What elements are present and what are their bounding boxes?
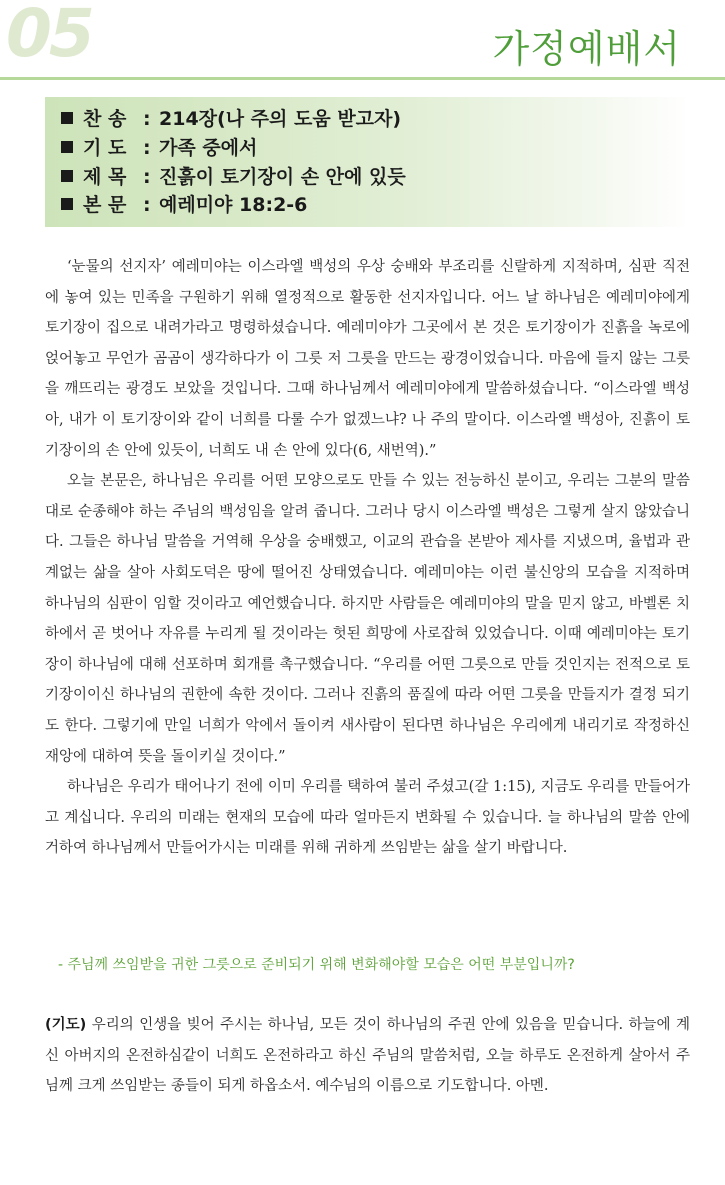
info-value: 214장(나 주의 도움 받고자)	[159, 108, 402, 130]
info-label: 찬 송	[83, 108, 127, 130]
closing-prayer	[45, 1010, 690, 1102]
page-title: 가정예배서	[492, 27, 681, 71]
bullet-square-icon	[61, 198, 73, 210]
bullet-square-icon	[61, 170, 73, 182]
info-row-subject: 제 목 : 진흙이 토기장이 손 안에 있듯	[61, 163, 406, 191]
sermon-body	[45, 252, 690, 864]
body-paragraph: 하나님은 우리가 태어나기 전에 이미 우리를 택하여 불러 주셨고(갈 1:15), 지금도 우리를 만들어가고 계십니다. 우리의 미래는 현재의 모습에 따라 얼마든지 변화될 수 있습니다. 늘 하나님의 말씀 안에 거하여 하나님께서 만들어가시는 미래를 위해 귀하게 쓰임받는 삶을 살기 바랍니다.	[45, 779, 690, 857]
info-value: 가족 중에서	[159, 137, 258, 159]
bullet-square-icon	[61, 141, 73, 153]
title-divider	[0, 77, 725, 80]
info-value: 진흙이 토기장이 손 안에 있듯	[159, 166, 406, 188]
body-paragraph: ‘눈물의 선지자’ 예레미야는 이스라엘 백성의 우상 숭배와 부조리를 신랄하게 지적하며, 심판 직전에 놓여 있는 민족을 구원하기 위해 열정적으로 활동한 선지자입니다. 어느 날 하나님은 예레미야에게 토기장이 집으로 내려가라고 명령하셨습니다. 예레미야가 그곳에서 본 것은 토기장이가 진흙을 녹로에 얹어놓고 무언가 곰곰이 생각하다가 이 그릇 저 그릇을 만드는 광경이었습니다. 마음에 들지 않는 그릇을 깨뜨리는 광경도 보았을 것입니다. 그때 하나님께서 예레미야에게 말씀하셨습니다. “이스라엘 백성아, 내가 이 토기장이와 같이 너희를 다룰 수가 없겠느냐? 나 주의 말이다. 이스라엘 백성아, 진흙이 토기장이의 손 안에 있듯이, 너희도 내 손 안에 있다(6, 새번역).”	[45, 259, 690, 459]
info-label: 기 도	[83, 137, 127, 159]
body-paragraph: 오늘 본문은, 하나님은 우리를 어떤 모양으로도 만들 수 있는 전능하신 분이고, 우리는 그분의 말씀대로 순종해야 하는 주님의 백성임을 알려 줍니다. 그러나 당시 이스라엘 백성은 그렇게 살지 않았습니다. 그들은 하나님 말씀을 거역해 우상을 숭배했고, 이교의 관습을 본받아 제사를 지냈으며, 율법과 관계없는 삶을 살아 사회도덕은 땅에 떨어진 상태였습니다. 예레미야는 이런 불신앙의 모습을 지적하며 하나님의 심판이 임할 것이라고 예언했습니다. 하지만 사람들은 예레미야의 말을 믿지 않고, 바벨론 치하에서 곧 벗어나 자유를 누리게 될 것이라는 헛된 희망에 사로잡혀 있었습니다. 이때 예레미야는 토기장이 하나님에 대해 선포하며 회개를 촉구했습니다. “우리를 어떤 그릇으로 만들 것인지는 전적으로 토기장이이신 하나님의 권한에 속한 것이다. 그러나 진흙의 품질에 따라 어떤 그릇을 만들지가 결정 되기도 한다. 그렇기에 만일 너희가 악에서 돌이켜 새사람이 된다면 하나님은 우리에게 내리기로 작정하신 재앙에 대하여 뜻을 돌이키실 것이다.”	[45, 473, 690, 765]
info-box	[45, 97, 690, 227]
info-row-hymn: 찬 송 : 214장(나 주의 도움 받고자)	[61, 105, 401, 133]
prayer-text: 우리의 인생을 빚어 주시는 하나님, 모든 것이 하나님의 주권 안에 있음을 믿습니다. 하늘에 계신 아버지의 온전하심같이 너희도 온전하라고 하신 주님의 말씀처럼, 오늘 하루도 온전하게 살아서 주님께 크게 쓰임받는 종들이 되게 하옵소서. 예수님의 이름으로 기도합니다. 아멘.	[45, 1017, 690, 1094]
prayer-label: (기도)	[45, 1017, 87, 1033]
bullet-square-icon	[61, 112, 73, 124]
page-number: 05	[6, 0, 92, 72]
info-label: 본 문	[83, 194, 127, 216]
info-label: 제 목	[83, 166, 127, 188]
info-value: 예레미야 18:2-6	[159, 194, 308, 216]
info-row-scripture: 본 문 : 예레미야 18:2-6	[61, 191, 307, 219]
info-row-prayer: 기 도 : 가족 중에서	[61, 134, 257, 162]
reflection-question: - 주님께 쓰임받을 귀한 그릇으로 준비되기 위해 변화해야할 모습은 어떤 부분입니까?	[58, 957, 575, 973]
